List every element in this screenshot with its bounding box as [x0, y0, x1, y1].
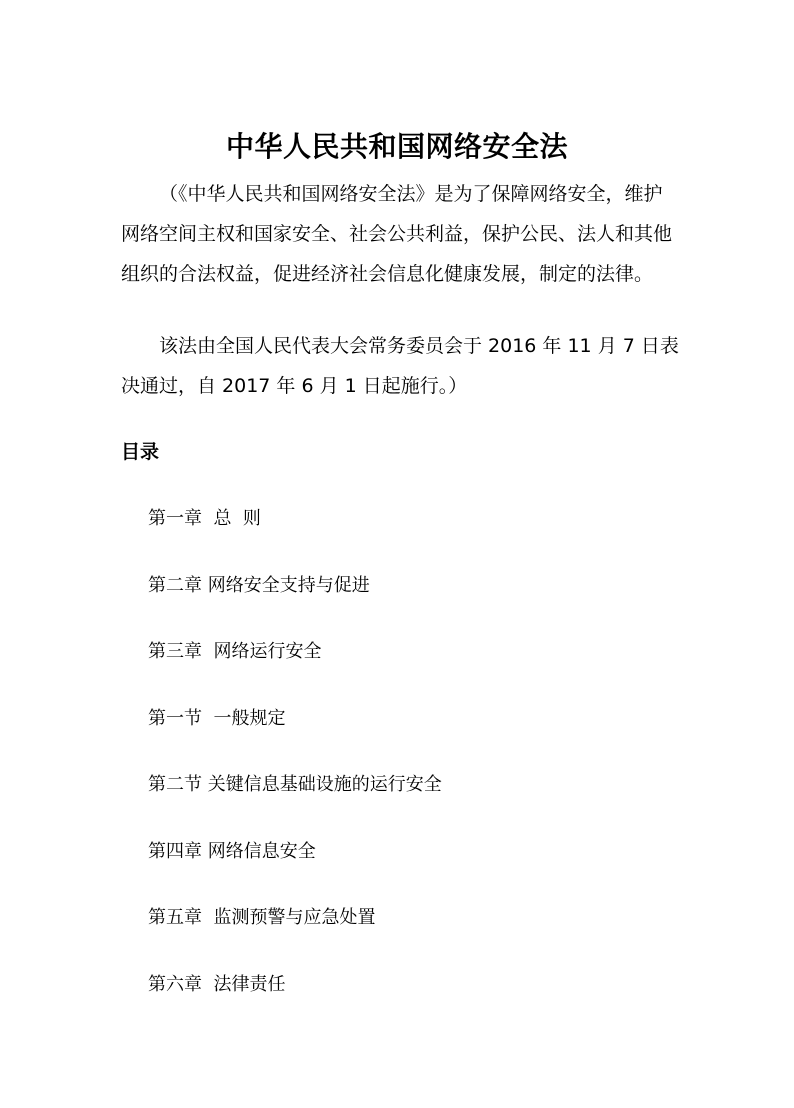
toc-item-chapter-6: 第六章 法律责任 [148, 973, 286, 995]
toc-item-chapter-2: 第二章 网络安全支持与促进 [148, 574, 370, 596]
toc-item-chapter-3: 第三章 网络运行安全 [148, 641, 322, 662]
document-title: 中华人民共和国网络安全法 [225, 129, 568, 163]
toc-item-section-2: 第二节 关键信息基础设施的运行安全 [148, 774, 442, 795]
toc-item-chapter-4: 第四章 网络信息安全 [148, 840, 316, 862]
table-of-contents [148, 502, 442, 1034]
toc-item-section-1: 第一节 一般规定 [148, 707, 286, 729]
toc-heading: 目录 [121, 441, 160, 463]
toc-item-chapter-1: 第一章 总 则 [148, 508, 261, 529]
intro-paragraph: （《中华人民共和国网络安全法》是为了保障网络安全，维护网络空间主权和国家安全、社会公共利益，保护公民、法人和其他组织的合法权益，促进经济社会信息化健康发展，制定的法律。 [121, 183, 673, 285]
toc-item-chapter-5: 第五章 监测预警与应急处置 [148, 907, 376, 928]
enactment-paragraph: 该法由全国人民代表大会常务委员会于 2016 年 11 月 7 日表决通过，自 2017 年 6 月 1 日起施行。） [121, 335, 679, 397]
